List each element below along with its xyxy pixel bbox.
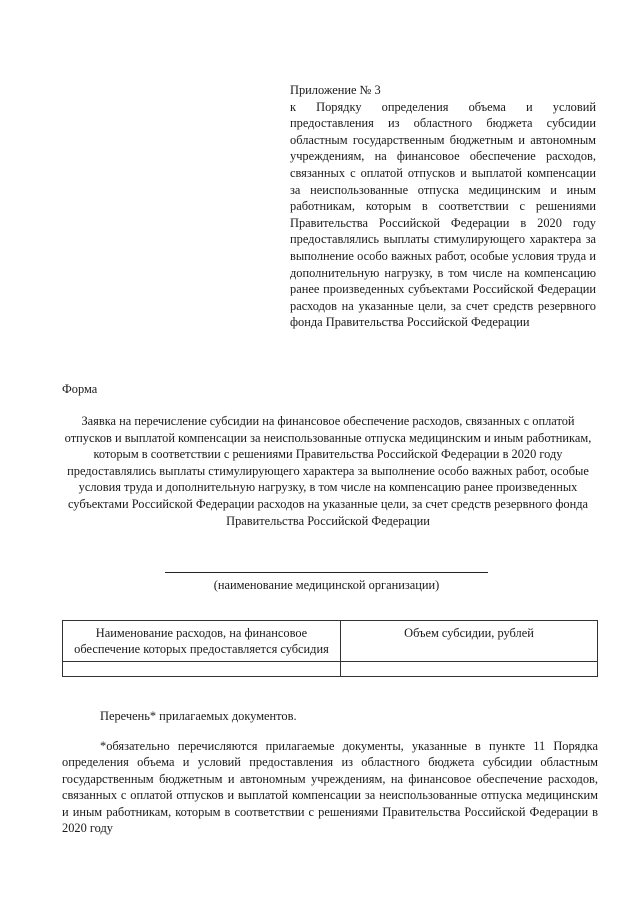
subsidy-table xyxy=(62,620,598,677)
organization-signature-line xyxy=(165,572,488,573)
organization-label: (наименование медицинской организации) xyxy=(213,578,440,592)
form-label: Форма xyxy=(62,382,98,396)
appendix-title: Приложение № 3 xyxy=(290,83,381,97)
table-row xyxy=(63,662,598,677)
table-header-expenses: Наименование расходов, на финансовое обеспечение которых предоставляется субсидия xyxy=(63,621,341,662)
application-heading: Заявка на перечисление субсидии на финансовое обеспечение расходов, связанных с оплатой отпусков и выплатой компенсации за неиспользованные отпуска медицинским и иным работникам, которым в соответствии с решениями Правительства Российской Федерации в 2020 году предоставлялись выплаты стимулирующего характера за выполнение особо важных работ, особые условия труда и дополнительную нагрузку, в том числе на компенсацию ранее произведенных субъектами Российской Федерации расходов на указанные цели, за счет средств резервного фонда Правительства Российской Федерации xyxy=(64,414,592,528)
documents-list-line: Перечень* прилагаемых документов. xyxy=(100,709,297,723)
table-cell-amount[interactable] xyxy=(341,662,598,677)
table-header-amount: Объем субсидии, рублей xyxy=(341,621,598,662)
table-header-row xyxy=(63,621,598,662)
footnote-text: *обязательно перечисляются прилагаемые документы, указанные в пункте 11 Порядка определения объема и условий предоставления из областного бюджета субсидии областным государственным бюджетным и автономным учреждениям, на финансовое обеспечение расходов, связанных с оплатой отпусков и выплатой компенсации за неиспользованные отпуска медицинским и иным работникам, которым в соответствии с решениями Правительства Российской Федерации в 2020 году xyxy=(62,739,598,836)
appendix-text: к Порядку определения объема и условий предоставления из областного бюджета субсидии областным государственным бюджетным и автономным учреждениям, на финансовое обеспечение расходов, связанных с оплатой отпусков и выплатой компенсации за неиспользованные отпуска медицинским и иным работникам, которым в соответствии с решениями Правительства Российской Федерации в 2020 году предоставлялись выплаты стимулирующего характера за выполнение особо важных работ, особые условия труда и дополнительную нагрузку, в том числе на компенсацию ранее произведенных субъектами Российской Федерации расходов на указанные цели, за счет средств резервного фонда Правительства Российской Федерации xyxy=(290,99,596,330)
appendix-block xyxy=(290,82,596,331)
table-cell-expenses[interactable] xyxy=(63,662,341,677)
